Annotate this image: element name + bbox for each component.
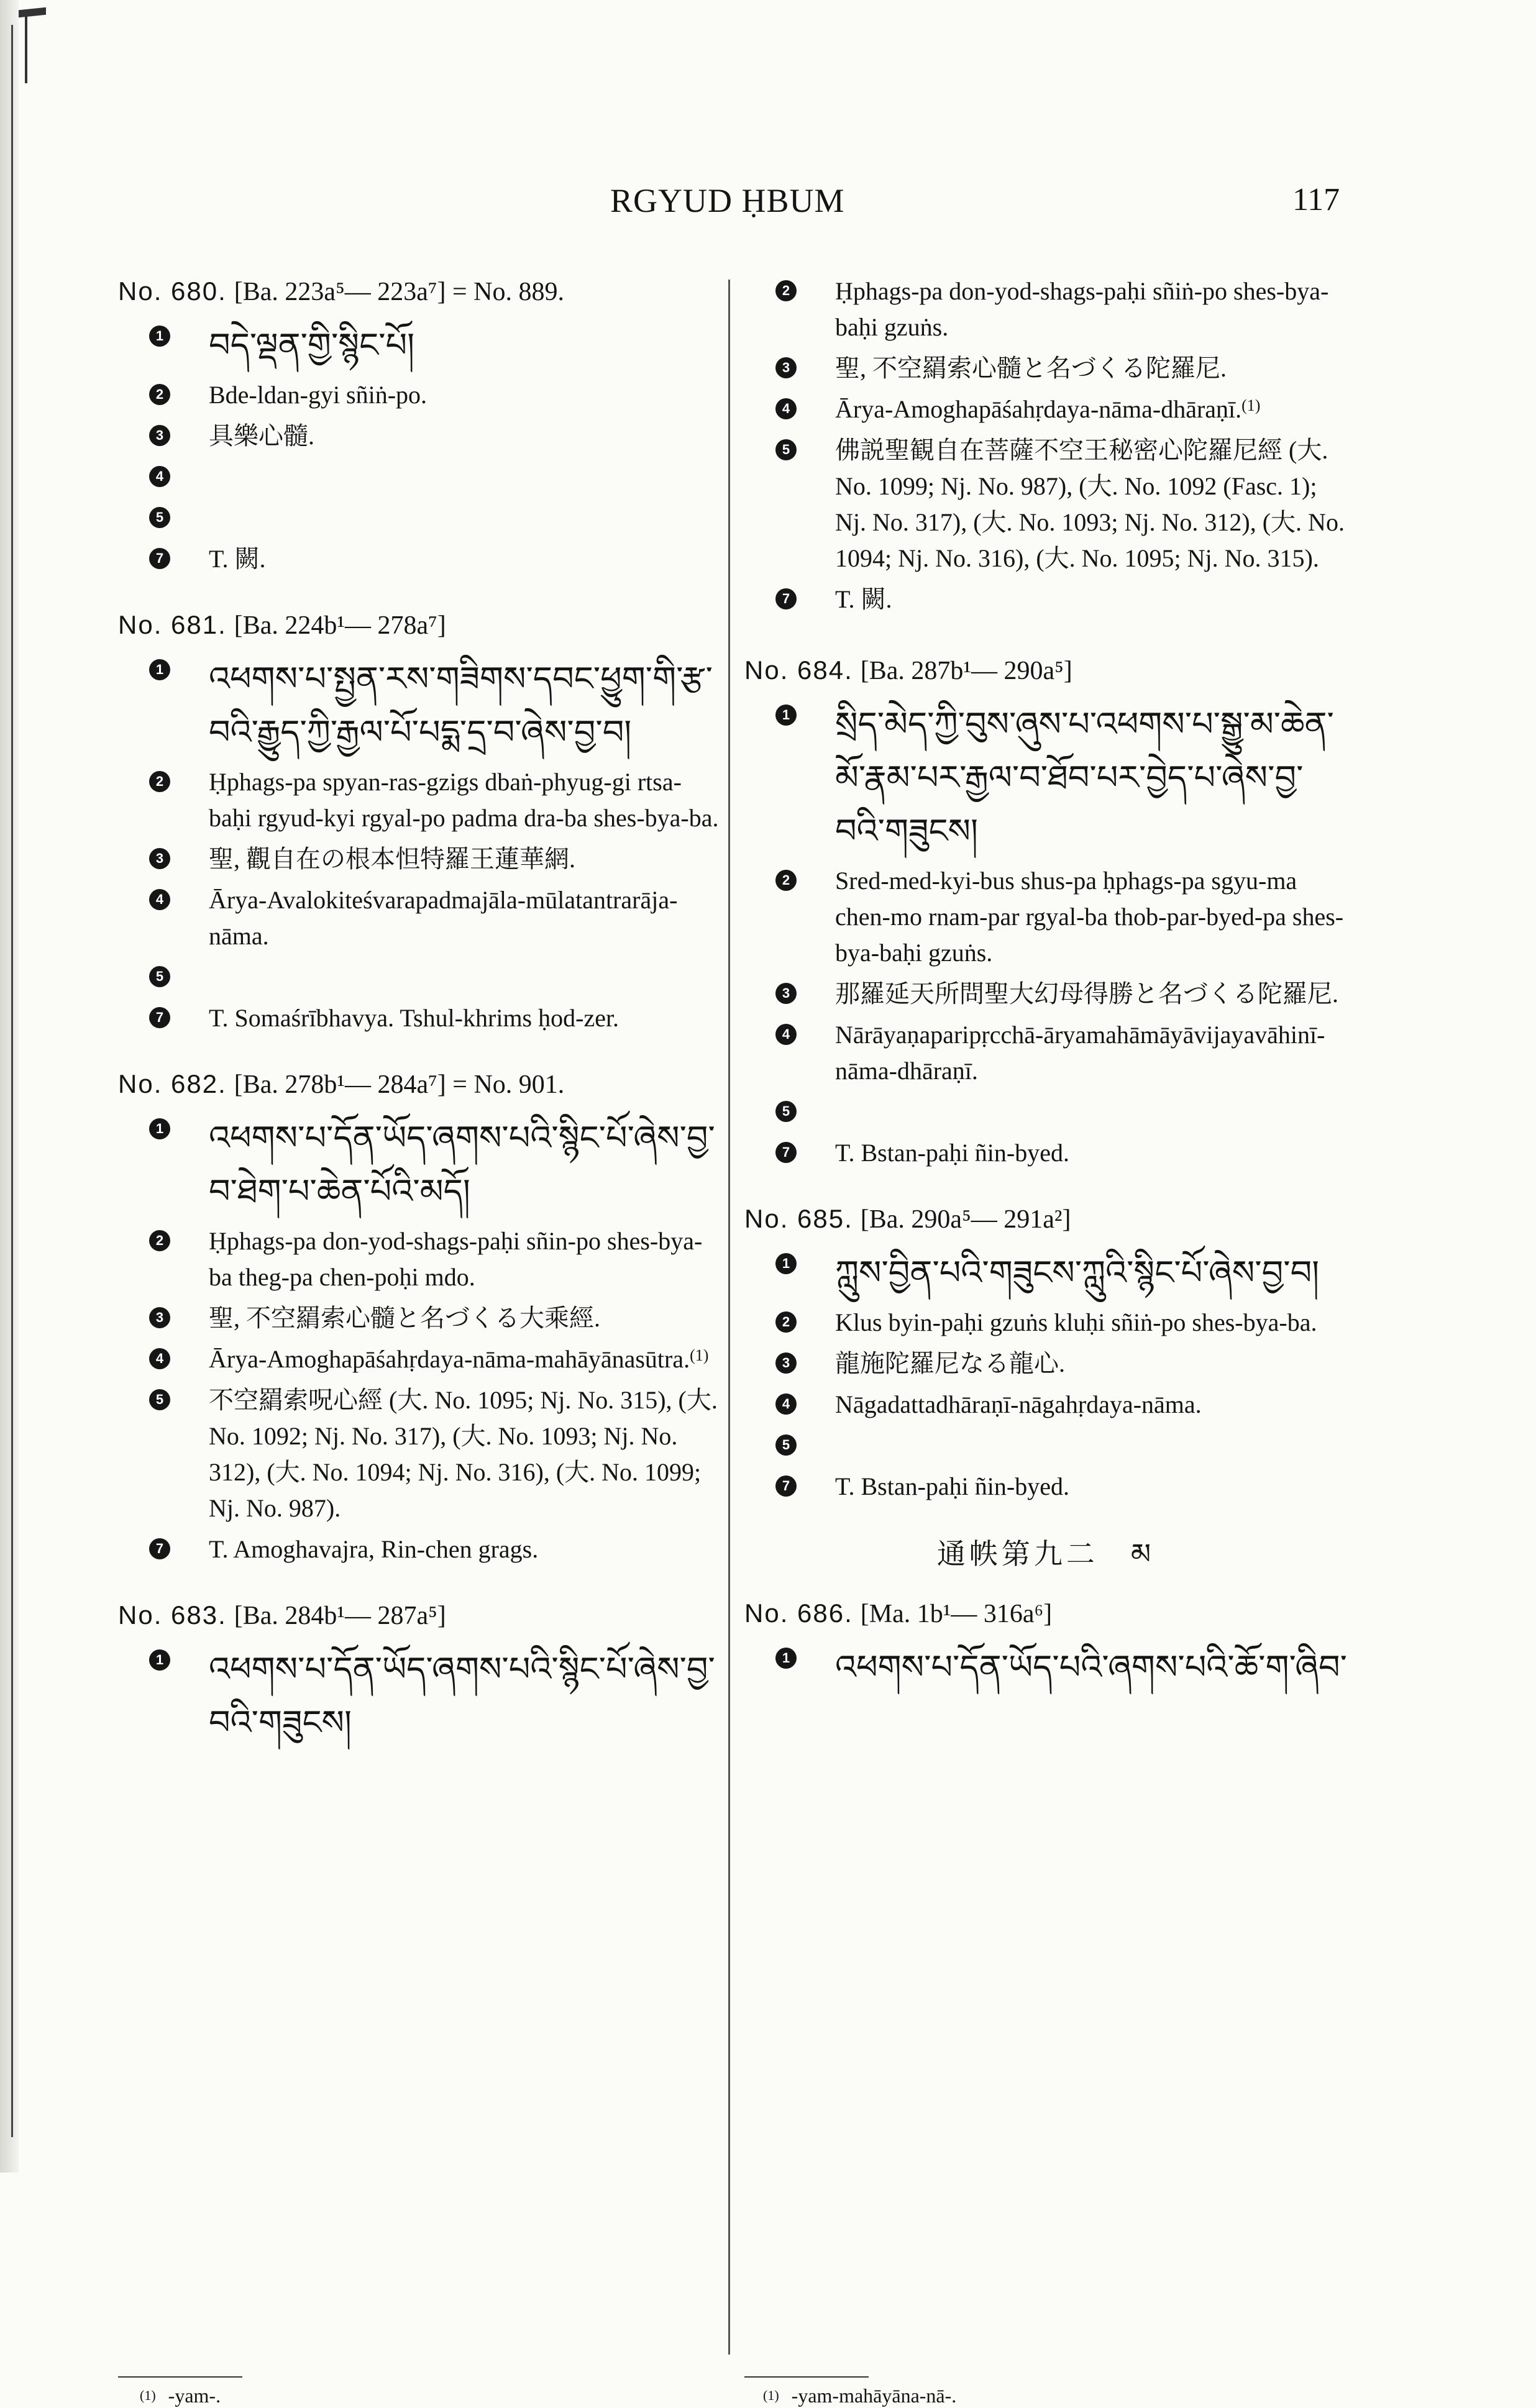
entry-field-3 — [744, 1346, 1347, 1382]
right-column — [744, 273, 1347, 1724]
entry-reference: [Ba. 287b¹— 290a⁵] — [860, 657, 1072, 685]
field-number-icon: 2 — [149, 771, 170, 792]
right-entries — [744, 652, 1347, 1505]
entry-field-2 — [118, 1223, 721, 1295]
field-number-icon: 2 — [775, 1311, 797, 1333]
field-text: Klus byin-paḥi gzuṅs kluḥi sñiṅ-po shes-bya-ba. — [835, 1308, 1317, 1336]
entry-field-7 — [744, 1135, 1347, 1171]
continued-entry-683 — [744, 273, 1347, 618]
field-text: Ḥphags-pa spyan-ras-gzigs dbaṅ-phyug-gi rtsa-baḥi rgyud-kyi rgyal-po padma dra-ba shes-bya-ba. — [209, 768, 719, 832]
entry-field-7 — [118, 1531, 721, 1567]
tibetan-title — [118, 652, 721, 759]
volume-heading: 通帙第九二 མ — [936, 1538, 1155, 1570]
entry-number: No. 682. — [118, 1069, 227, 1098]
field-text: Ārya-Amoghapāśahṛdaya-nāma-mahāyānasūtra. — [209, 1345, 690, 1373]
entry-number: No. 685. — [744, 1204, 853, 1233]
entry-field-4 — [118, 459, 721, 495]
field-text: 那羅延天所問聖大幻母得勝と名づくる陀羅尼. — [835, 980, 1338, 1008]
footnote-marker: (1) — [763, 2387, 779, 2403]
entry-field-2 — [744, 863, 1347, 971]
entry-field-5 — [118, 500, 721, 536]
entry-field-5 — [744, 432, 1347, 577]
left-column — [118, 273, 721, 1779]
catalog-entry — [118, 273, 721, 577]
footnote-marker: (1) — [140, 2387, 156, 2403]
entry-reference: [Ba. 223a⁵— 223a⁷] = No. 889. — [234, 278, 564, 306]
entry-field-3 — [118, 418, 721, 454]
entry-number: No. 686. — [744, 1598, 853, 1628]
field-number-icon: 7 — [149, 548, 170, 569]
entry-reference: [Ba. 284b¹— 287a⁵] — [234, 1602, 446, 1630]
entry-field-5 — [744, 1094, 1347, 1130]
tibetan-title — [118, 1643, 721, 1749]
field-number-icon: 3 — [149, 848, 170, 869]
field-number-icon: 1 — [149, 659, 170, 680]
catalog-entry — [118, 1066, 721, 1567]
field-text: Ārya-Avalokiteśvarapadmajāla-mūlatantrarāja-nāma. — [209, 886, 678, 950]
entry-field-7 — [744, 1469, 1347, 1505]
entry-field-2 — [118, 377, 721, 413]
field-text: T. Bstan-paḥi ñin-byed. — [835, 1472, 1069, 1500]
entry-number: No. 680. — [118, 276, 227, 306]
field-text: 聖, 觀自在の根本怛特羅王蓮華網. — [209, 845, 575, 873]
tibetan-title — [118, 1111, 721, 1218]
catalog-entry — [744, 1201, 1347, 1505]
field-text: ཀླུས་བྱིན་པའི་གཟུངས་ཀླུའི་སྙིང་པོ་ཞེས་བྱ་བ། — [835, 1253, 1320, 1292]
page-header — [0, 181, 1536, 225]
running-head: RGYUD ḤBUM — [610, 182, 845, 219]
tibetan-title — [744, 1641, 1347, 1694]
field-number-icon: 1 — [775, 705, 797, 726]
entry-reference: [Ma. 1b¹— 316a⁶] — [860, 1600, 1053, 1628]
entry-heading — [118, 273, 721, 310]
field-text: བདེ་ལྡན་གྱི་སྙིང་པོ། — [209, 326, 415, 365]
tibetan-title — [118, 319, 721, 372]
entry-reference: [Ba. 290a⁵— 291a²] — [860, 1205, 1071, 1234]
field-number-icon: 1 — [149, 1118, 170, 1139]
field-number-icon: 2 — [775, 870, 797, 891]
field-number-icon: 1 — [775, 1648, 797, 1669]
tibetan-title — [744, 1246, 1347, 1300]
field-number-icon: 3 — [775, 1352, 797, 1374]
entry-field-7 — [118, 541, 721, 577]
field-number-icon: 3 — [775, 357, 797, 378]
entry-number: No. 681. — [118, 610, 227, 639]
field-number-icon: 7 — [775, 588, 797, 609]
field-text: འཕགས་པ་སྤྱན་རས་གཟིགས་དབང་ཕྱུག་གི་རྩ་བའི་རྒྱུད་ཀྱི་རྒྱལ་པོ་པདྨ་དྲ་བ་ཞེས་བྱ་བ། — [209, 659, 713, 752]
field-number-icon: 5 — [149, 1389, 170, 1410]
catalog-entry — [744, 1595, 1347, 1694]
field-text: T. 闕. — [209, 545, 266, 573]
field-number-icon: 4 — [149, 466, 170, 487]
entry-field-7 — [744, 581, 1347, 618]
tibetan-title — [744, 698, 1347, 858]
footnote-right — [763, 2383, 956, 2408]
footnote-rule-left — [118, 2376, 242, 2378]
entry-field-7 — [118, 1000, 721, 1036]
entry-field-4 — [744, 1387, 1347, 1423]
footnote-ref: (1) — [690, 1346, 709, 1364]
entry-reference: [Ba. 224b¹— 278a⁷] — [234, 611, 446, 640]
entry-field-3 — [118, 841, 721, 877]
field-text: Ḥphags-pa don-yod-shags-paḥi sñiṅ-po shes-bya-baḥi gzuṅs. — [835, 277, 1329, 341]
field-text: འཕགས་པ་དོན་ཡོད་པའི་ཞགས་པའི་ཆོ་ག་ཞིབ་ — [835, 1648, 1347, 1687]
scan-edge-line — [11, 25, 13, 2137]
field-number-icon: 7 — [149, 1538, 170, 1559]
field-number-icon: 3 — [775, 983, 797, 1004]
last-entry — [744, 1595, 1347, 1694]
field-number-icon: 7 — [775, 1142, 797, 1163]
field-text: T. 闕. — [835, 585, 892, 613]
field-text: Ārya-Amoghapāśahṛdaya-nāma-dhāraṇī. — [835, 395, 1242, 423]
field-number-icon: 4 — [775, 1393, 797, 1415]
entry-field-2 — [118, 764, 721, 836]
entry-heading — [744, 1201, 1347, 1238]
field-number-icon: 5 — [149, 966, 170, 987]
field-number-icon: 4 — [149, 1348, 170, 1369]
entry-heading — [744, 652, 1347, 689]
field-number-icon: 1 — [775, 1253, 797, 1274]
entry-field-4 — [118, 882, 721, 954]
field-number-icon: 5 — [775, 1101, 797, 1122]
entry-heading — [118, 607, 721, 644]
footnote-ref: (1) — [1241, 396, 1261, 414]
page-number: 117 — [1292, 182, 1340, 217]
entry-number: No. 683. — [118, 1600, 227, 1630]
entry-heading — [118, 1597, 721, 1634]
entry-field-4 — [744, 1017, 1347, 1089]
field-number-icon: 4 — [775, 398, 797, 419]
field-text: 聖, 不空羂索心髓と名づくる陀羅尼. — [835, 354, 1227, 382]
field-text: 佛説聖観自在菩薩不空王秘密心陀羅尼經 (大. No. 1099; Nj. No. 987), (大. No. 1092 (Fasc. 1); Nj. No. 317), (大. No. 1093; Nj. No. 312), (大. No. 1094; Nj. No. 316), (大. No. 1095; Nj. No. 315). — [835, 436, 1345, 572]
field-number-icon: 2 — [149, 1230, 170, 1251]
scan-margin — [0, 0, 19, 2173]
entry-field-3 — [118, 1300, 721, 1336]
field-text: འཕགས་པ་དོན་ཡོད་ཞགས་པའི་སྙིང་པོ་ཞེས་བྱ་བའི་གཟུངས། — [209, 1649, 715, 1742]
field-text: Bde-ldan-gyi sñiṅ-po. — [209, 381, 427, 409]
catalog-entry — [118, 1597, 721, 1749]
entry-field-2 — [744, 1305, 1347, 1341]
entry-field-2 — [744, 273, 1347, 345]
field-number-icon: 7 — [149, 1007, 170, 1028]
field-text: 龍施陀羅尼なる龍心. — [835, 1349, 1065, 1377]
footnote-rule-right — [744, 2376, 869, 2378]
catalog-entry — [118, 607, 721, 1036]
footnote-text: -yam-mahāyāna-nā-. — [791, 2384, 957, 2407]
entry-reference: [Ba. 278b¹— 284a⁷] = No. 901. — [234, 1070, 565, 1099]
entry-field-4 — [118, 1341, 721, 1377]
field-text: སྲིད་མེད་ཀྱི་བུས་ཞུས་པ་འཕགས་པ་སྒྱུ་མ་ཆེན་མོ་རྣམ་པར་རྒྱལ་བ་ཐོབ་པར་བྱེད་པ་ཞེས་བྱ་བའི་གཟུངས། — [835, 705, 1334, 851]
field-text: T. Amoghavajra, Rin-chen grags. — [209, 1535, 539, 1563]
field-number-icon: 1 — [149, 326, 170, 347]
entry-field-5 — [118, 959, 721, 995]
field-number-icon: 5 — [149, 507, 170, 528]
field-number-icon: 4 — [775, 1024, 797, 1045]
scan-corner-mark — [19, 7, 46, 18]
footnote-left — [140, 2383, 221, 2408]
entry-field-5 — [118, 1382, 721, 1526]
field-text: T. Bstan-paḥi ñin-byed. — [835, 1139, 1069, 1167]
field-text: 聖, 不空羂索心髓と名づくる大乘經. — [209, 1304, 600, 1332]
field-number-icon: 2 — [149, 384, 170, 405]
field-text: Ḥphags-pa don-yod-shags-paḥi sñin-po shes-bya-ba theg-pa chen-poḥi mdo. — [209, 1227, 703, 1291]
field-number-icon: 5 — [775, 439, 797, 460]
scan-corner-mark-vertical — [25, 15, 27, 83]
column-divider — [728, 280, 730, 2355]
entry-field-3 — [744, 976, 1347, 1012]
field-text: Nārāyaṇaparipṛcchā-āryamahāmāyāvijayavāhinī-nāma-dhāraṇī. — [835, 1021, 1325, 1085]
field-text: T. Somaśrībhavya. Tshul-khrims ḥod-zer. — [209, 1004, 619, 1032]
entry-heading — [744, 1595, 1347, 1632]
entry-field-5 — [744, 1428, 1347, 1464]
footnote-text: -yam-. — [168, 2384, 221, 2407]
entry-field-4 — [744, 391, 1347, 427]
field-text: 具樂心髓. — [209, 422, 314, 450]
entry-number: No. 684. — [744, 655, 853, 685]
field-number-icon: 3 — [149, 1307, 170, 1328]
entry-field-3 — [744, 350, 1347, 386]
catalog-entry — [744, 652, 1347, 1171]
field-text: Sred-med-kyi-bus shus-pa ḥphags-pa sgyu-ma chen-mo rnam-par rgyal-ba thob-par-byed-pa shes-bya-baḥi gzuṅs. — [835, 867, 1344, 967]
field-text: Nāgadattadhāraṇī-nāgahṛdaya-nāma. — [835, 1390, 1202, 1418]
field-number-icon: 4 — [149, 889, 170, 910]
field-number-icon: 2 — [775, 280, 797, 301]
field-number-icon: 7 — [775, 1475, 797, 1497]
field-number-icon: 5 — [775, 1434, 797, 1456]
field-text: འཕགས་པ་དོན་ཡོད་ཞགས་པའི་སྙིང་པོ་ཞེས་བྱ་བ་ཐེག་པ་ཆེན་པོའི་མདོ། — [209, 1118, 715, 1211]
field-number-icon: 3 — [149, 425, 170, 446]
field-number-icon: 1 — [149, 1649, 170, 1671]
entry-heading — [118, 1066, 721, 1103]
field-text: 不空羂索呪心經 (大. No. 1095; Nj. No. 315), (大. No. 1092; Nj. No. 317), (大. No. 1093; Nj. No. 312), (大. No. 1094; Nj. No. 316), (大. No. 1099; Nj. No. 987). — [209, 1386, 718, 1522]
